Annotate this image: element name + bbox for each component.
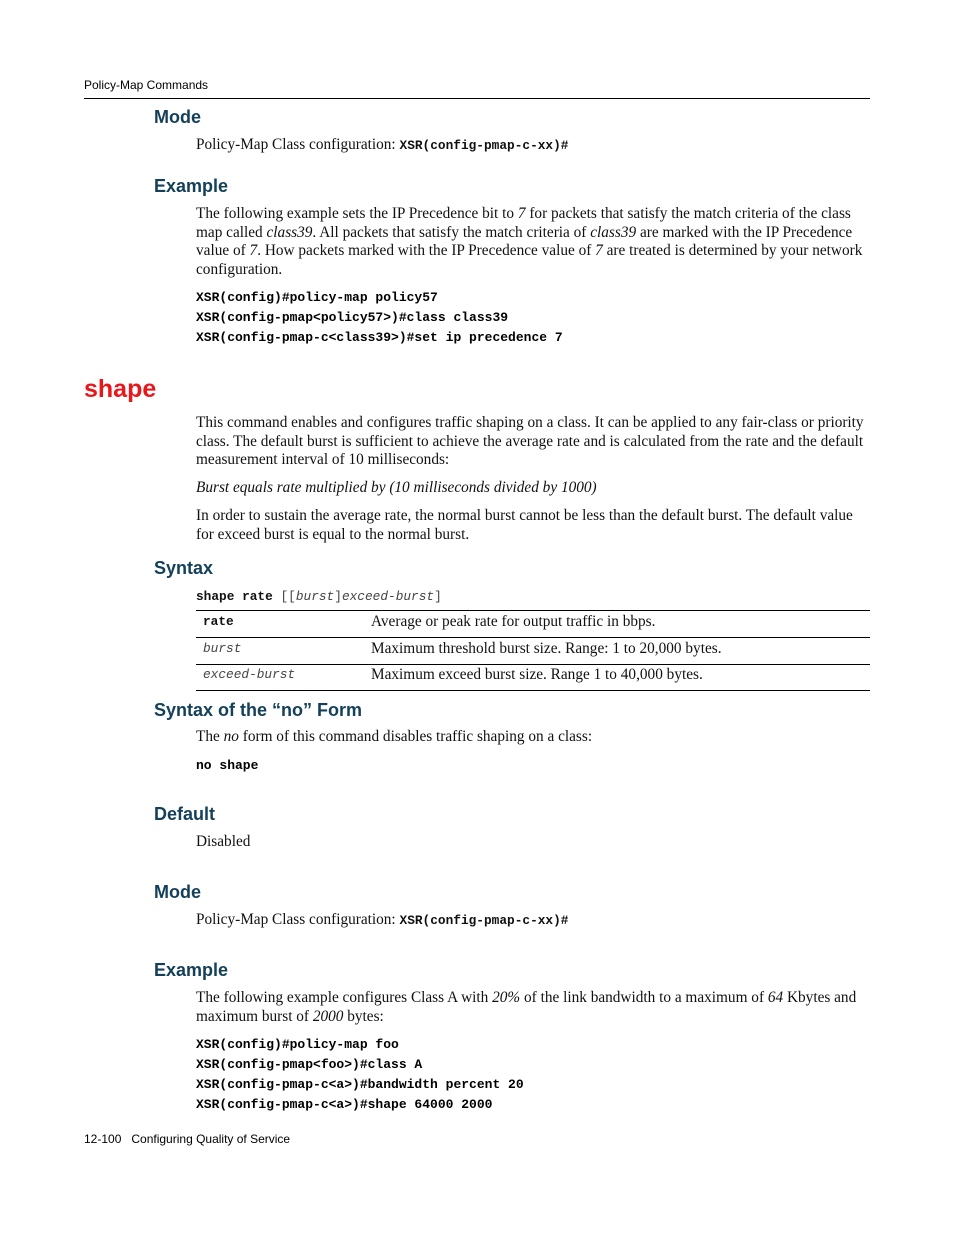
table-param: rate [203, 614, 234, 629]
no-form-code: no shape [196, 758, 259, 773]
header-rule [84, 98, 870, 99]
mode-code: XSR(config-pmap-c-xx)# [399, 138, 569, 153]
example-heading: Example [154, 176, 229, 196]
mode-heading-2: Mode [154, 882, 201, 902]
table-desc: Average or peak rate for output traffic in bbps. [371, 613, 656, 630]
running-head: Policy-Map Commands [84, 78, 209, 92]
default-heading: Default [154, 804, 216, 824]
description-paragraph-2: In order to sustain the average rate, the normal burst cannot be less than the default burst. The default value for exceed burst is equal to the normal burst. [196, 507, 853, 543]
no-form-heading: Syntax of the “no” Form [154, 700, 363, 720]
table-rule [196, 637, 870, 638]
example-paragraph: The following example sets the IP Precedence bit to 7 for packets that satisfy the match criteria of the class map called class39. All packets that satisfy the match criteria of class39 are marked with the IP Precedence value of 7. How packets marked with the IP Precedence value of 7 are treated is determined by your network configuration. [196, 205, 863, 278]
example-code-line-2: XSR(config)#policy-map foo [196, 1037, 399, 1052]
table-param: exceed-burst [203, 667, 296, 682]
default-text: Disabled [196, 833, 251, 850]
table-rule-top [196, 610, 870, 611]
example-code-line-2: XSR(config-pmap<foo>)#class A [196, 1057, 423, 1072]
syntax-heading: Syntax [154, 558, 214, 578]
page-footer: 12-100 Configuring Quality of Service [84, 1132, 291, 1146]
table-desc: Maximum exceed burst size. Range 1 to 40,000 bytes. [371, 666, 703, 683]
mode-code-2: XSR(config-pmap-c-xx)# [399, 913, 569, 928]
command-title: shape [84, 375, 157, 403]
example-paragraph-2: The following example configures Class A with 20% of the link bandwidth to a maximum of 64 Kbytes and maximum burst of 2000 bytes: [196, 989, 857, 1025]
syntax-line: shape rate [[burst]exceed-burst] [196, 589, 442, 604]
description-paragraph: This command enables and configures traffic shaping on a class. It can be applied to any fair-class or priority class. The default burst is sufficient to achieve the average rate and is calculated from the rate and the default measurement interval of 10 milliseconds: [196, 414, 864, 469]
example-heading-2: Example [154, 960, 229, 980]
formula-text: Burst equals rate multiplied by (10 milliseconds divided by 1000) [196, 479, 597, 496]
example-code-line-2: XSR(config-pmap-c<a>)#bandwidth percent 20 [196, 1077, 524, 1092]
table-desc: Maximum threshold burst size. Range: 1 to 20,000 bytes. [371, 640, 722, 657]
table-param: burst [203, 641, 242, 656]
example-code-line: XSR(config-pmap-c<class39>)#set ip precedence 7 [196, 330, 563, 345]
example-code-line: XSR(config-pmap<policy57>)#class class39 [196, 310, 509, 325]
table-rule [196, 664, 870, 665]
example-code-line-2: XSR(config-pmap-c<a>)#shape 64000 2000 [196, 1097, 493, 1112]
mode-heading: Mode [154, 107, 201, 127]
mode-text-2: Policy-Map Class configuration: XSR(config-pmap-c-xx)# [196, 911, 569, 928]
no-form-text: The no form of this command disables traffic shaping on a class: [196, 728, 593, 745]
example-code-line: XSR(config)#policy-map policy57 [196, 290, 438, 305]
mode-text: Policy-Map Class configuration: XSR(config-pmap-c-xx)# [196, 136, 569, 153]
table-rule-bottom [196, 690, 870, 691]
